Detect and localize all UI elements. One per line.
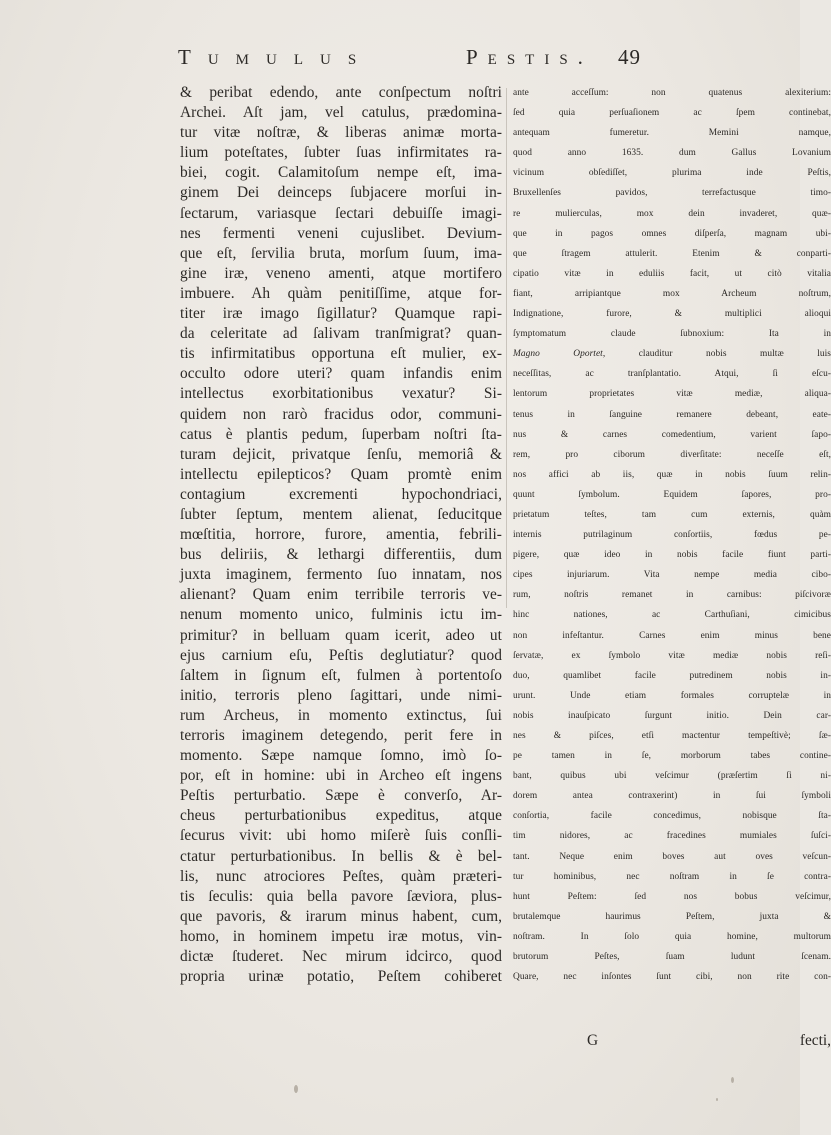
text-line: bant, quibus ubi veſcimur (præſertim ſi ni-: [513, 771, 831, 782]
text-line: Archei. Aſt jam, vel catulus, prædomina-: [180, 104, 502, 122]
text-line: terroris imaginem detegendo, perit fere in: [180, 727, 502, 744]
running-head: [178, 45, 650, 85]
running-head-left: Tumulus: [178, 45, 374, 69]
text-line: urunt. Unde etiam formales corruptelæ in: [513, 690, 831, 701]
text-line: biei, cogit. Calamitoſum nempe eſt, ima-: [180, 164, 502, 182]
text-line: lentorum proprietates vitæ mediæ, aliqua-: [513, 389, 831, 400]
text-line: gine iræ, veneno amenti, atque mortifero: [180, 264, 502, 282]
text-line: rem, pro ciborum diverſitate: neceſſe eſt,: [513, 449, 831, 460]
text-line: alienant? Quam enim terribile terroris ve-: [180, 586, 502, 604]
text-line: juxta imaginem, fermento ſuo innatam, nos: [180, 566, 502, 584]
text-line: intellectu epilepticos? Quam promtè enim: [180, 465, 502, 483]
text-line: quunt ſymbolum. Equidem ſapores, pro-: [513, 489, 831, 500]
text-line: tur vitæ noſtræ, & liberas animæ morta-: [180, 124, 502, 142]
text-line: brutalemque haurimus Peſtem, juxta &: [513, 911, 831, 922]
text-line: nobis inauſpicato ſurgunt initio. Dein car-: [513, 710, 831, 721]
text-line: dorem antea contraxerint) in ſui ſymboli: [513, 791, 831, 802]
text-line: ſubter ſeptum, mentem alienat, ſeducitque: [180, 505, 502, 523]
column-divider: [506, 88, 507, 608]
text-line: ſymptomatum claude ſubnoxium: Ita in: [513, 329, 831, 340]
text-line: tis infirmitatibus opportuna eſt mulier, ex-: [180, 345, 502, 363]
text-line: duo, quamlibet facile putredinem nobis in-: [513, 670, 831, 681]
text-line: tenus in ſanguine remanere debeant, eate-: [513, 409, 831, 420]
catchword: fecti,: [799, 1032, 831, 1049]
text-line: tur hominibus, nec noſtram in ſe contra-: [513, 871, 831, 882]
text-line: mœſtitia, horrore, furore, amentia, febrili-: [180, 526, 502, 544]
paper-speck: [731, 1077, 734, 1083]
paper-speck: [716, 1098, 718, 1101]
paper-speck: [294, 1085, 298, 1093]
text-line: cipes injuriarum. Vita nempe media cibo-: [513, 570, 831, 581]
signature-mark: G: [587, 1032, 599, 1049]
text-line: ſecurus vivit: ubi homo miſerè ſuis conſli-: [180, 827, 502, 845]
text-line: occulto odore uteri? quam infandis enim: [180, 365, 502, 383]
text-line: ctatur perturbationibus. In bellis & è bel-: [180, 847, 502, 865]
text-line: nos affici ab iis, quæ in nobis ſuum relin-: [513, 469, 831, 480]
left-text-column: [180, 83, 502, 987]
text-line: que eſt, ſervilia bruta, morſum ſuum, ima-: [180, 244, 502, 262]
text-line: pe tamen in ſe, morborum tabes contine-: [513, 751, 831, 762]
text-line: turam dejicit, privatque ſenſu, memoriâ &: [180, 445, 502, 463]
text-line: intellectus exorbitationibus vexatur? Si-: [180, 385, 502, 403]
text-line: da celeritate ad ſalivam tranſmigrat? quan-: [180, 325, 502, 343]
text-line: tis ſeculis: quia bella pavore ſæviora, plus-: [180, 887, 502, 905]
text-line: ginem Dei deinceps ſubjacere morſui in-: [180, 184, 502, 202]
text-line: contagium excrementi hypochondriaci,: [180, 485, 502, 503]
text-line: que in pagos omnes diſperſa, magnam ubi-: [513, 228, 831, 239]
text-line: por, eſt in homine: ubi in Archeo eſt ingens: [180, 767, 502, 785]
text-line: non infeſtantur. Carnes enim minus bene: [513, 630, 831, 641]
text-line: ejus carnium eſu, Peſtis deglutiatur? quod: [180, 646, 502, 664]
text-line: que pavoris, & irarum minus habent, cum,: [180, 907, 502, 925]
text-line: neceſſitas, ac tranſplantatio. Atqui, ſi eſcu-: [513, 369, 831, 380]
right-text-column: [513, 83, 831, 987]
text-line: ſaltem in ſignum eſt, fulmen à portentoſo: [180, 666, 502, 684]
text-line: propria urinæ potatio, Peſtem cohiberet: [180, 968, 502, 986]
text-line: & peribat edendo, ante conſpectum noſtri: [180, 84, 502, 101]
text-line: nes fermenti veneni cujuslibet. Devium-: [180, 224, 502, 242]
text-line: ante acceſſum: non quatenus alexiterium:: [513, 88, 831, 98]
text-line: hinc nationes, ac Carthuſiani, cimicibus: [513, 610, 831, 621]
text-line: conſortia, facile concedimus, nobisque ſta-: [513, 811, 831, 822]
text-line: Bruxellenſes pavidos, terrefactusque timo-: [513, 188, 831, 199]
text-line: tim nidores, ac fracedines mumiales ſuſci-: [513, 831, 831, 842]
text-line: fiant, arripiantque mox Archeum noſtrum,: [513, 288, 831, 299]
text-line: quod anno 1635. dum Gallus Lovanium: [513, 148, 831, 159]
text-line: antequam fumeretur. Memini namque,: [513, 128, 831, 139]
text-line: homo, in hominem impetu iræ motus, vin-: [180, 927, 502, 945]
text-line: prietatum teſtes, tam cum externis, quàm: [513, 509, 831, 520]
text-line: brutorum Peſtes, ſuam ludunt ſcenam.: [513, 952, 831, 963]
text-line: nes & piſces, etſi mactentur tempeſtivè; ſæ-: [513, 731, 831, 741]
text-line: rum, noſtris remanet in carnibus: piſcivoræ: [513, 590, 831, 601]
text-line: tant. Neque enim boves aut oves veſcun-: [513, 851, 831, 862]
text-line: Magno Oportet, clauditur nobis multæ luis: [513, 349, 831, 360]
text-line: titer iræ imago ſigillatur? Quamque rapi-: [180, 305, 502, 323]
text-line: vicinum obſediſſet, plurima inde Peſtis,: [513, 168, 831, 179]
text-line: momento. Sæpe namque ſomno, imò ſo-: [180, 747, 502, 765]
text-line: ſervatæ, ex ſymbolo vitæ mediæ nobis reſi-: [513, 650, 831, 661]
text-line: dictæ ſtuderet. Nec mirum idcirco, quod: [180, 948, 502, 966]
text-line: quidem non rarò fracidus odor, communi-: [180, 405, 502, 423]
text-line: ſed quia perſuaſionem ac ſpem continebat,: [513, 108, 831, 119]
text-line: lis, nunc atrociores Peſtes, quàm præteri-: [180, 867, 502, 885]
page-number: 49: [618, 45, 641, 69]
text-line: re mulierculas, mox dein invaderet, quæ-: [513, 208, 831, 219]
text-line: Quare, nec inſontes ſunt cibi, non rite con-: [513, 972, 831, 983]
text-line: Peſtis perturbatio. Sæpe è converſo, Ar-: [180, 787, 502, 805]
text-line: hunt Peſtem: ſed nos bobus veſcimur,: [513, 891, 831, 902]
page-footer: [513, 1032, 831, 1052]
text-line: lium poteſtates, ſubter ſuas infirmitates ra-: [180, 144, 502, 162]
text-line: cheus perturbationibus expeditus, atque: [180, 807, 502, 825]
text-line: cipatio vitæ in eduliis facit, ut citò vitalia: [513, 268, 831, 279]
text-line: imbuere. Ah quàm penitiſſime, atque for-: [180, 284, 502, 302]
text-line: rum Archeus, in momento extinctus, ſui: [180, 706, 502, 724]
text-line: noſtram. In ſolo quia homine, multorum: [513, 931, 831, 942]
text-line: Indignatione, furore, & multiplici alioqui: [513, 309, 831, 320]
text-line: nus & carnes comedentium, varient ſapo-: [513, 429, 831, 440]
text-line: catus è plantis pedum, ſuperbam noſtri ſta-: [180, 425, 502, 443]
running-head-right: Pestis.: [466, 45, 593, 69]
text-line: pigere, quæ ideo in nobis facile fiunt parti-: [513, 550, 831, 561]
text-line: internis putrilaginum conſortiis, fœdus pe-: [513, 530, 831, 541]
text-line: initio, terroris pleno ſagittari, unde nimi-: [180, 686, 502, 704]
text-line: nenum momento unico, fulminis ictu im-: [180, 606, 502, 624]
text-line: bus deliriis, & lethargi differentiis, dum: [180, 546, 502, 564]
text-line: primitur? in belluam quam icerit, adeo ut: [180, 626, 502, 644]
text-line: que ſtragem attulerit. Etenim & conparti-: [513, 248, 831, 259]
text-line: ſectarum, variasque ſectari debuiſſe imagi-: [180, 204, 502, 222]
